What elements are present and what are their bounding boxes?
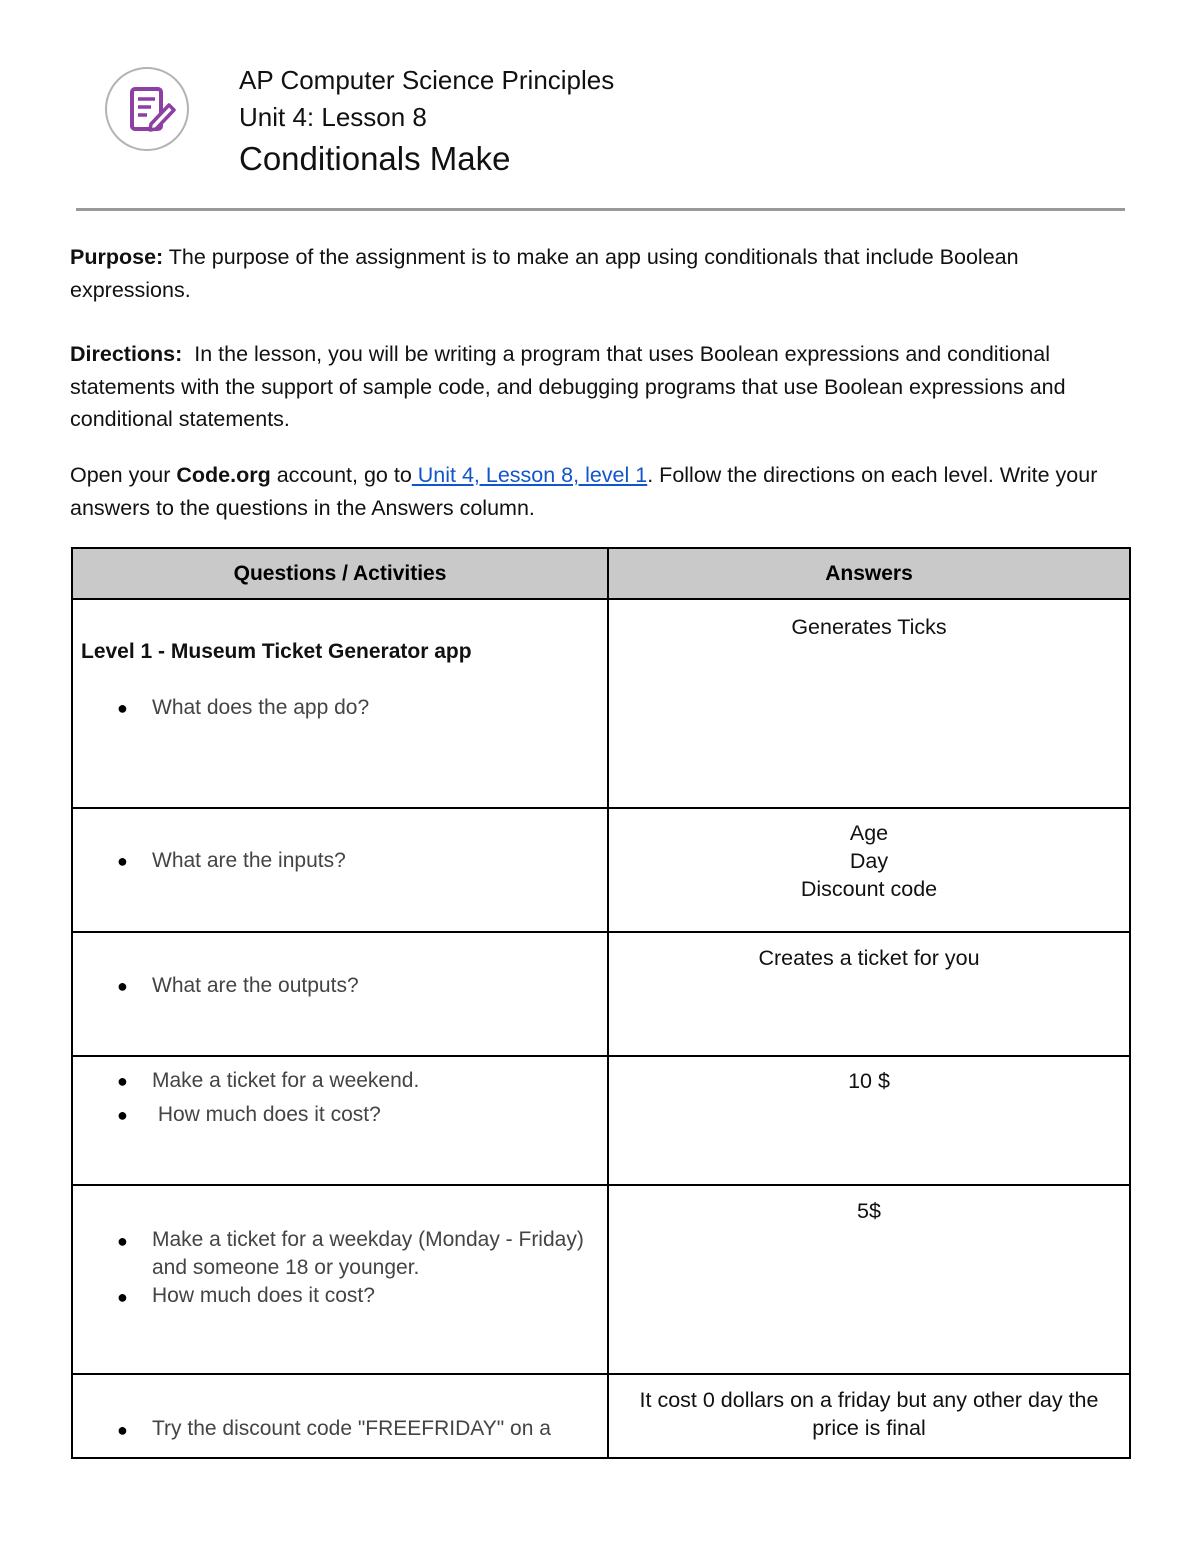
answer-line: Generates Ticks bbox=[791, 615, 947, 639]
bullet-icon: ● bbox=[117, 1420, 128, 1440]
question-text: What are the inputs? bbox=[152, 849, 346, 872]
purpose-paragraph bbox=[70, 241, 1130, 306]
table-row bbox=[72, 932, 1130, 1056]
answer-line: It cost 0 dollars on a friday but any other day the price is final bbox=[639, 1388, 1099, 1440]
answer-cell[interactable] bbox=[608, 1185, 1130, 1374]
question-text: Make a ticket for a weekend. bbox=[152, 1069, 420, 1092]
bullet-icon: ● bbox=[117, 851, 128, 871]
answer-line: Age bbox=[849, 821, 889, 845]
question-cell bbox=[72, 599, 608, 808]
table-row bbox=[72, 1056, 1130, 1185]
bullet-icon: ● bbox=[117, 976, 128, 996]
answer-line: Creates a ticket for you bbox=[758, 946, 980, 970]
purpose-text: The purpose of the assignment is to make an app using conditionals that include Boolean expressions. bbox=[70, 245, 1019, 302]
bullet-icon: ● bbox=[117, 1231, 128, 1251]
answer-line: 5$ bbox=[857, 1199, 881, 1223]
instructions-paragraph bbox=[70, 459, 1130, 524]
table-header-row bbox=[72, 548, 1130, 599]
lesson-link[interactable]: Unit 4, Lesson 8, level 1 bbox=[411, 463, 648, 487]
site-name: Code.org bbox=[176, 463, 271, 487]
answers-column-header: Answers bbox=[608, 548, 1130, 599]
open-suffix: . Follow the directions on each level. Write your answers to the questions in the Answers column. bbox=[70, 463, 1098, 520]
edit-document-icon bbox=[107, 69, 191, 153]
directions-text: In the lesson, you will be writing a program that uses Boolean expressions and conditional statements with the support of sample code, and debugging programs that use Boolean expressions and conditional statements. bbox=[70, 342, 1072, 431]
document-header bbox=[239, 62, 614, 182]
bullet-icon: ● bbox=[117, 1105, 128, 1125]
table-row bbox=[72, 1185, 1130, 1374]
question-text: Make a ticket for a weekday (Monday - Friday) and someone 18 or younger. bbox=[152, 1228, 584, 1279]
answer-line: Discount code bbox=[800, 877, 938, 901]
answer-cell[interactable] bbox=[608, 932, 1130, 1056]
level-heading: Level 1 - Museum Ticket Generator app bbox=[81, 640, 472, 663]
question-cell bbox=[72, 1185, 608, 1374]
question-cell bbox=[72, 1056, 608, 1185]
course-name: AP Computer Science Principles bbox=[239, 65, 615, 95]
answer-line: 10 $ bbox=[848, 1069, 890, 1093]
table-row bbox=[72, 599, 1130, 808]
question-text: How much does it cost? bbox=[152, 1284, 375, 1307]
purpose-label: Purpose: bbox=[70, 245, 164, 269]
bullet-icon: ● bbox=[117, 1071, 128, 1091]
question-text: How much does it cost? bbox=[152, 1103, 381, 1126]
answer-line: Day bbox=[849, 849, 889, 873]
directions-paragraph bbox=[70, 338, 1130, 436]
table-row bbox=[72, 808, 1130, 932]
header-divider bbox=[76, 208, 1125, 211]
table-row bbox=[72, 1374, 1130, 1458]
answer-cell[interactable] bbox=[608, 599, 1130, 808]
question-cell bbox=[72, 932, 608, 1056]
answer-cell[interactable] bbox=[608, 1056, 1130, 1185]
question-cell bbox=[72, 1374, 608, 1458]
question-text: Try the discount code "FREEFRIDAY" on a bbox=[152, 1417, 551, 1440]
questions-column-header: Questions / Activities bbox=[72, 548, 608, 599]
bullet-icon: ● bbox=[117, 1287, 128, 1307]
open-prefix: Open your bbox=[70, 463, 177, 487]
open-middle: account, go to bbox=[270, 463, 412, 487]
unit-lesson: Unit 4: Lesson 8 bbox=[239, 102, 427, 132]
question-text: What are the outputs? bbox=[152, 974, 359, 997]
directions-label: Directions: bbox=[70, 342, 183, 366]
page-title: Conditionals Make bbox=[239, 140, 511, 177]
answer-cell[interactable] bbox=[608, 1374, 1130, 1458]
questions-answers-table bbox=[71, 547, 1131, 1459]
lesson-logo bbox=[105, 67, 189, 151]
question-text: What does the app do? bbox=[152, 696, 370, 719]
bullet-icon: ● bbox=[117, 698, 128, 718]
answer-cell[interactable] bbox=[608, 808, 1130, 932]
question-cell bbox=[72, 808, 608, 932]
